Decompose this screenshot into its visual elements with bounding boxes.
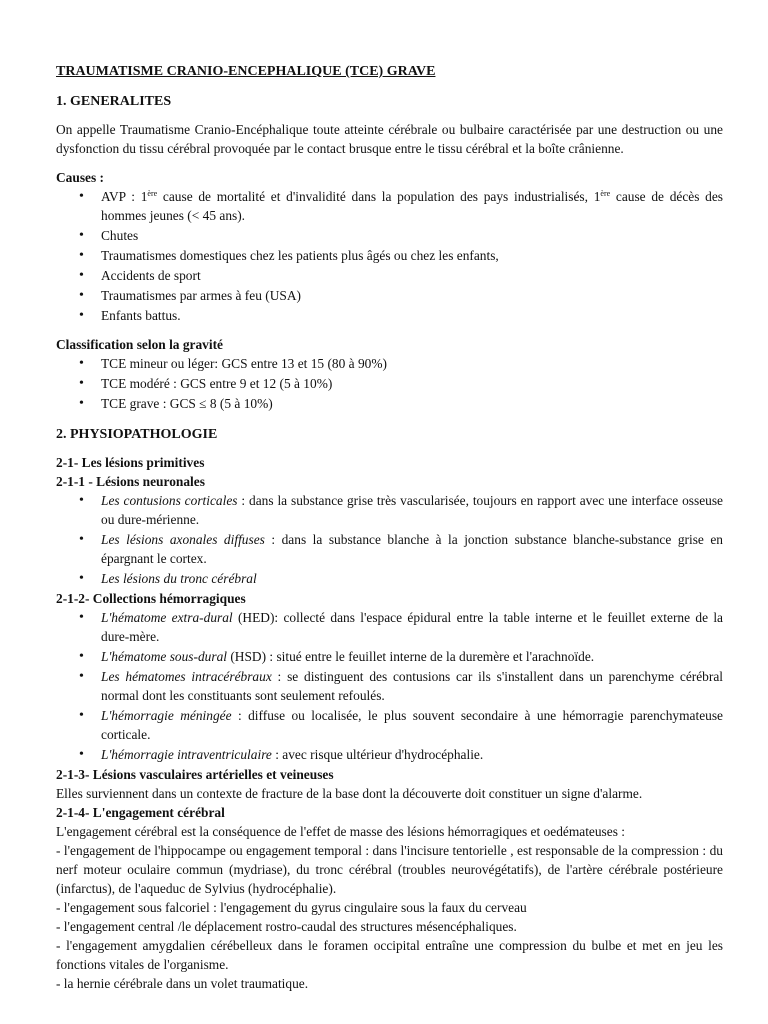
subheading-lesions-neuronales: 2-1-1 - Lésions neuronales: [56, 474, 205, 489]
list-item: • TCE grave : GCS ≤ 8 (5 à 10%): [101, 394, 723, 413]
list-item: • L'hémorragie méningée : diffuse ou localisée, le plus souvent secondaire à une hémorragie parenchymateuse corticale.: [101, 706, 723, 744]
subheading-engagement-cerebral: 2-1-4- L'engagement cérébral: [56, 805, 225, 820]
list-item: • Les hématomes intracérébraux : se distinguent des contusions car ils s'installent dans un parenchyme cérébral normal dont les constituants sont seulement refoulés.: [101, 667, 723, 705]
neuronal-lesions-list: [56, 491, 723, 588]
engagement-line: - l'engagement amygdalien cérébelleux dans le foramen occipital entraîne une compression du bulbe et met en jeu les fonctions vitales de l'organisme.: [56, 938, 723, 972]
subheading-lesions-vasculaires: 2-1-3- Lésions vasculaires artérielles et veineuses: [56, 767, 334, 782]
list-item: • AVP : 1ère cause de mortalité et d'invalidité dans la population des pays industrialisés, 1ère cause de décès des hommes jeunes (< 45 ans).: [101, 187, 723, 225]
subheading-collections-hemorragiques: 2-1-2- Collections hémorragiques: [56, 591, 246, 606]
list-item: • L'hématome sous-dural (HSD) : situé entre le feuillet interne de la duremère et l'arachnoïde.: [101, 647, 723, 666]
causes-list: [56, 187, 723, 325]
engagement-line: - l'engagement de l'hippocampe ou engagement temporal : dans l'incisure tentorielle , est responsable de la compression : du nerf moteur oculaire commun (mydriase), du tronc cérébral (troubles neurovégétatifs), de l'artère cérébrale postérieure (infarctus), de l'aqueduc de Sylvius (hydrocéphalie).: [56, 843, 723, 896]
section-heading-generalites: 1. GENERALITES: [56, 94, 172, 109]
list-item: • Accidents de sport: [101, 266, 723, 285]
list-item: • L'hémorragie intraventriculaire : avec risque ultérieur d'hydrocéphalie.: [101, 745, 723, 764]
list-item: • Chutes: [101, 226, 723, 245]
classification-list: [56, 354, 723, 413]
document-title: TRAUMATISME CRANIO-ENCEPHALIQUE (TCE) GRAVE: [56, 64, 436, 79]
list-item: • Traumatismes domestiques chez les patients plus âgés ou chez les enfants,: [101, 246, 723, 265]
list-item: • TCE modéré : GCS entre 9 et 12 (5 à 10%): [101, 374, 723, 393]
causes-label: Causes :: [56, 170, 104, 185]
engagement-line: - l'engagement sous falcoriel : l'engagement du gyrus cingulaire sous la faux du cerveau: [56, 900, 527, 915]
engagement-line: L'engagement cérébral est la conséquence de l'effet de masse des lésions hémorragiques et oedémateuses :: [56, 824, 625, 839]
subheading-lesions-primitives: 2-1- Les lésions primitives: [56, 455, 205, 470]
classification-label: Classification selon la gravité: [56, 337, 223, 352]
vascular-paragraph: Elles surviennent dans un contexte de fracture de la base dont la découverte doit constituer un signe d'alarme.: [56, 786, 643, 801]
section-heading-physiopathologie: 2. PHYSIOPATHOLOGIE: [56, 427, 218, 442]
list-item: • L'hématome extra-dural (HED): collecté dans l'espace épidural entre la table interne et le feuillet externe de la dure-mère.: [101, 608, 723, 646]
intro-paragraph: On appelle Traumatisme Cranio-Encéphalique toute atteinte cérébrale ou bulbaire caractérisée par une destruction ou une dysfonction du tissu cérébral provoquée par le contact brusque entre le tissu cérébral et la boîte crânienne.: [56, 122, 723, 156]
engagement-line: - la hernie cérébrale dans un volet traumatique.: [56, 976, 309, 991]
list-item: • TCE mineur ou léger: GCS entre 13 et 15 (80 à 90%): [101, 354, 723, 373]
list-item: • Les lésions axonales diffuses : dans la substance blanche à la jonction substance blanche-substance grise en épargnant le cortex.: [101, 530, 723, 568]
list-item: • Les contusions corticales : dans la substance grise très vascularisée, toujours en rapport avec une interface osseuse ou dure-mérienne.: [101, 491, 723, 529]
engagement-line: - l'engagement central /le déplacement rostro-caudal des structures mésencéphaliques.: [56, 919, 517, 934]
list-item: • Traumatismes par armes à feu (USA): [101, 286, 723, 305]
list-item: • Les lésions du tronc cérébral: [101, 569, 723, 588]
list-item: • Enfants battus.: [101, 306, 723, 325]
hemorrhagic-list: [56, 608, 723, 764]
